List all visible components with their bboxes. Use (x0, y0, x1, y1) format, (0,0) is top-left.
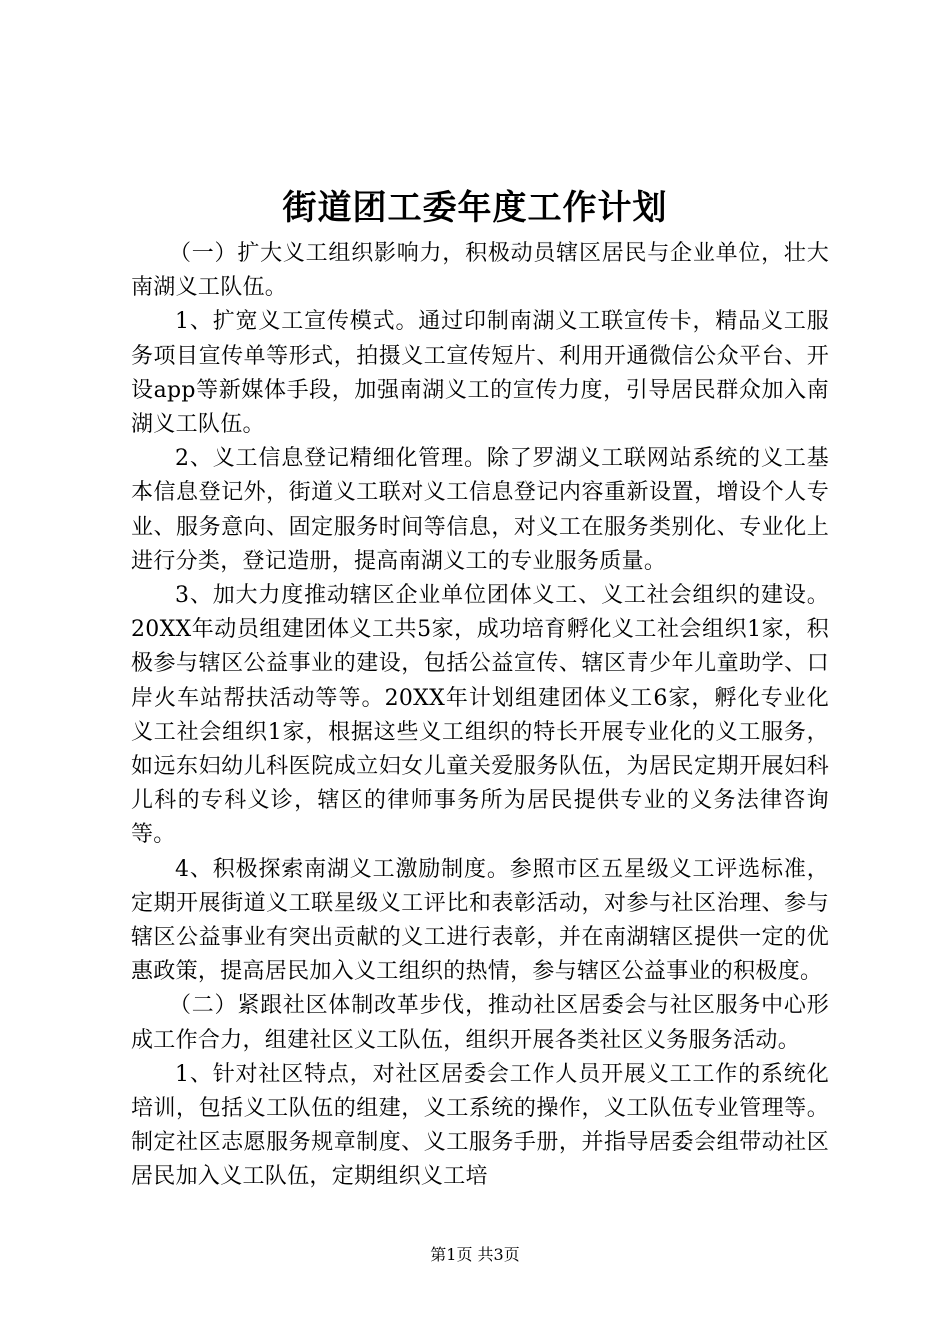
paragraph-item-1: 1、扩宽义工宣传模式。通过印制南湖义工联宣传卡，精品义工服务项目宣传单等形式，拍摄义工宣传短片、利用开通微信公众平台、开设app等新媒体手段，加强南湖义工的宣传力度，引导居民群众加入南湖义工队伍。 (131, 309, 829, 438)
document-body (131, 237, 829, 1195)
section-heading-2: （二）紧跟社区体制改革步伐，推动社区居委会与社区服务中心形成工作合力，组建社区义工队伍，组织开展各类社区义务服务活动。 (131, 993, 829, 1053)
page-number: 第1页 共3页 (430, 1245, 520, 1264)
paragraph-item-5: 1、针对社区特点，对社区居委会工作人员开展义工工作的系统化培训，包括义工队伍的组建，义工系统的操作，义工队伍专业管理等。制定社区志愿服务规章制度、义工服务手册，并指导居委会组带动社区居民加入义工队伍，定期组织义工培 (131, 1061, 829, 1190)
paragraph-item-4: 4、积极探索南湖义工激励制度。参照市区五星级义工评选标准，定期开展街道义工联星级义工评比和表彰活动，对参与社区治理、参与辖区公益事业有突出贡献的义工进行表彰，并在南湖辖区提供一定的优惠政策，提高居民加入义工组织的热情，参与辖区公益事业的积极度。 (131, 856, 829, 985)
paragraph-item-3: 3、加大力度推动辖区企业单位团体义工、义工社会组织的建设。20XX年动员组建团体义工共5家，成功培育孵化义工社会组织1家，积极参与辖区公益事业的建设，包括公益宣传、辖区青少年儿童助学、口岸火车站帮扶活动等等。20XX年计划组建团体义工6家，孵化专业化义工社会组织1家，根据这些义工组织的特长开展专业化的义工服务，如远东妇幼儿科医院成立妇女儿童关爱服务队伍，为居民定期开展妇科儿科的专科义诊，辖区的律师事务所为居民提供专业的义务法律咨询等。 (131, 583, 829, 848)
paragraph-item-2: 2、义工信息登记精细化管理。除了罗湖义工联网站系统的义工基本信息登记外，街道义工联对义工信息登记内容重新设置，增设个人专业、服务意向、固定服务时间等信息，对义工在服务类别化、专业化上进行分类，登记造册，提高南湖义工的专业服务质量。 (131, 446, 829, 574)
document-title: 街道团工委年度工作计划 (282, 188, 668, 228)
section-heading-1: （一）扩大义工组织影响力，积极动员辖区居民与企业单位，壮大南湖义工队伍。 (131, 241, 829, 301)
